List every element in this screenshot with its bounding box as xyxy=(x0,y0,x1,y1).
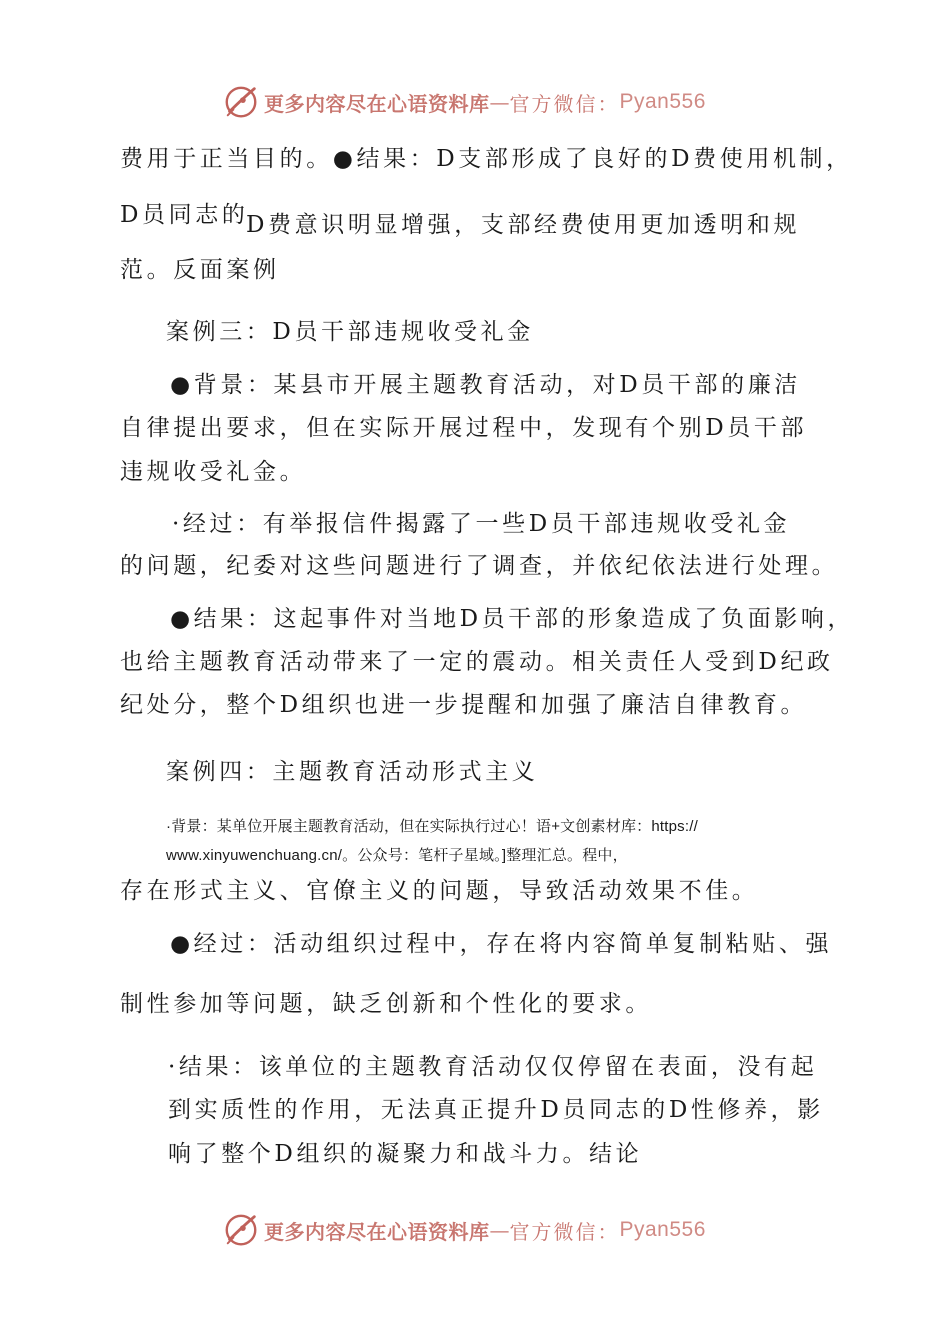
text-line: ·经过：有举报信件揭露了一些D员干部违规收受礼金 xyxy=(172,511,791,537)
header-watermark xyxy=(0,82,950,122)
footer-watermark xyxy=(0,1210,950,1250)
case-heading: 案例四：主题教育活动形式主义 xyxy=(166,759,539,785)
watermark-site-text: 更多内容尽在心语资料库 xyxy=(264,91,490,116)
watermark-wechat-id: Pyan556 xyxy=(619,90,706,113)
text-line: 存在形式主义、官僚主义的问题，导致活动效果不佳。 xyxy=(120,878,759,904)
watermark-dash: — xyxy=(489,1218,510,1242)
pen-logo-icon xyxy=(222,1211,260,1249)
text-line: D员同志的 xyxy=(120,202,249,228)
text-line: 违规收受礼金。 xyxy=(120,459,307,485)
text-line: ●结果：这起事件对当地D员干部的形象造成了负面影响， xyxy=(170,606,855,632)
text-line: 制性参加等问题，缺乏创新和个性化的要求。 xyxy=(120,991,652,1017)
text-line: D费意识明显增强，支部经费使用更加透明和规 xyxy=(246,212,801,238)
watermark-site-text: 更多内容尽在心语资料库 xyxy=(264,1219,490,1244)
text-line: 也给主题教育活动带来了一定的震动。相关责任人受到D纪政 xyxy=(120,649,834,675)
inserted-note-line: ·背景：某单位开展主题教育活动，但在实际执行过心！语+文创素材库：https:// xyxy=(166,818,698,835)
header-watermark-content xyxy=(222,82,706,122)
inserted-note-line: www.xinyuwenchuang.cn/。公众号：笔杆子星域。]整理汇总。程中， xyxy=(166,847,628,864)
pen-logo-icon xyxy=(222,83,260,121)
watermark-wechat-id: Pyan556 xyxy=(619,1218,706,1241)
text-line: ·结果：该单位的主题教育活动仅仅停留在表面，没有起 xyxy=(168,1054,818,1080)
watermark-dash: — xyxy=(489,90,510,114)
footer-watermark-content xyxy=(222,1210,706,1250)
text-line: 响了整个D组织的凝聚力和战斗力。结论 xyxy=(168,1141,643,1167)
text-line: 范。反面案例 xyxy=(120,257,280,283)
text-line: 费用于正当目的。●结果：D支部形成了良好的D费使用机制， xyxy=(120,146,853,172)
text-line: 的问题，纪委对这些问题进行了调查，并依纪依法进行处理。 xyxy=(120,553,839,579)
text-line: ●背景：某县市开展主题教育活动，对D员干部的廉洁 xyxy=(170,372,801,398)
text-line: 自律提出要求，但在实际开展过程中，发现有个别D员干部 xyxy=(120,415,808,441)
watermark-wechat-label: 官方微信： xyxy=(509,91,620,116)
text-line: 纪处分，整个D组织也进一步提醒和加强了廉洁自律教育。 xyxy=(120,692,808,718)
watermark-wechat-label: 官方微信： xyxy=(509,1219,620,1244)
text-line: ●经过：活动组织过程中，存在将内容简单复制粘贴、强 xyxy=(170,931,833,957)
case-heading: 案例三：D员干部违规收受礼金 xyxy=(166,319,534,345)
text-line: 到实质性的作用，无法真正提升D员同志的D性修养，影 xyxy=(168,1097,824,1123)
